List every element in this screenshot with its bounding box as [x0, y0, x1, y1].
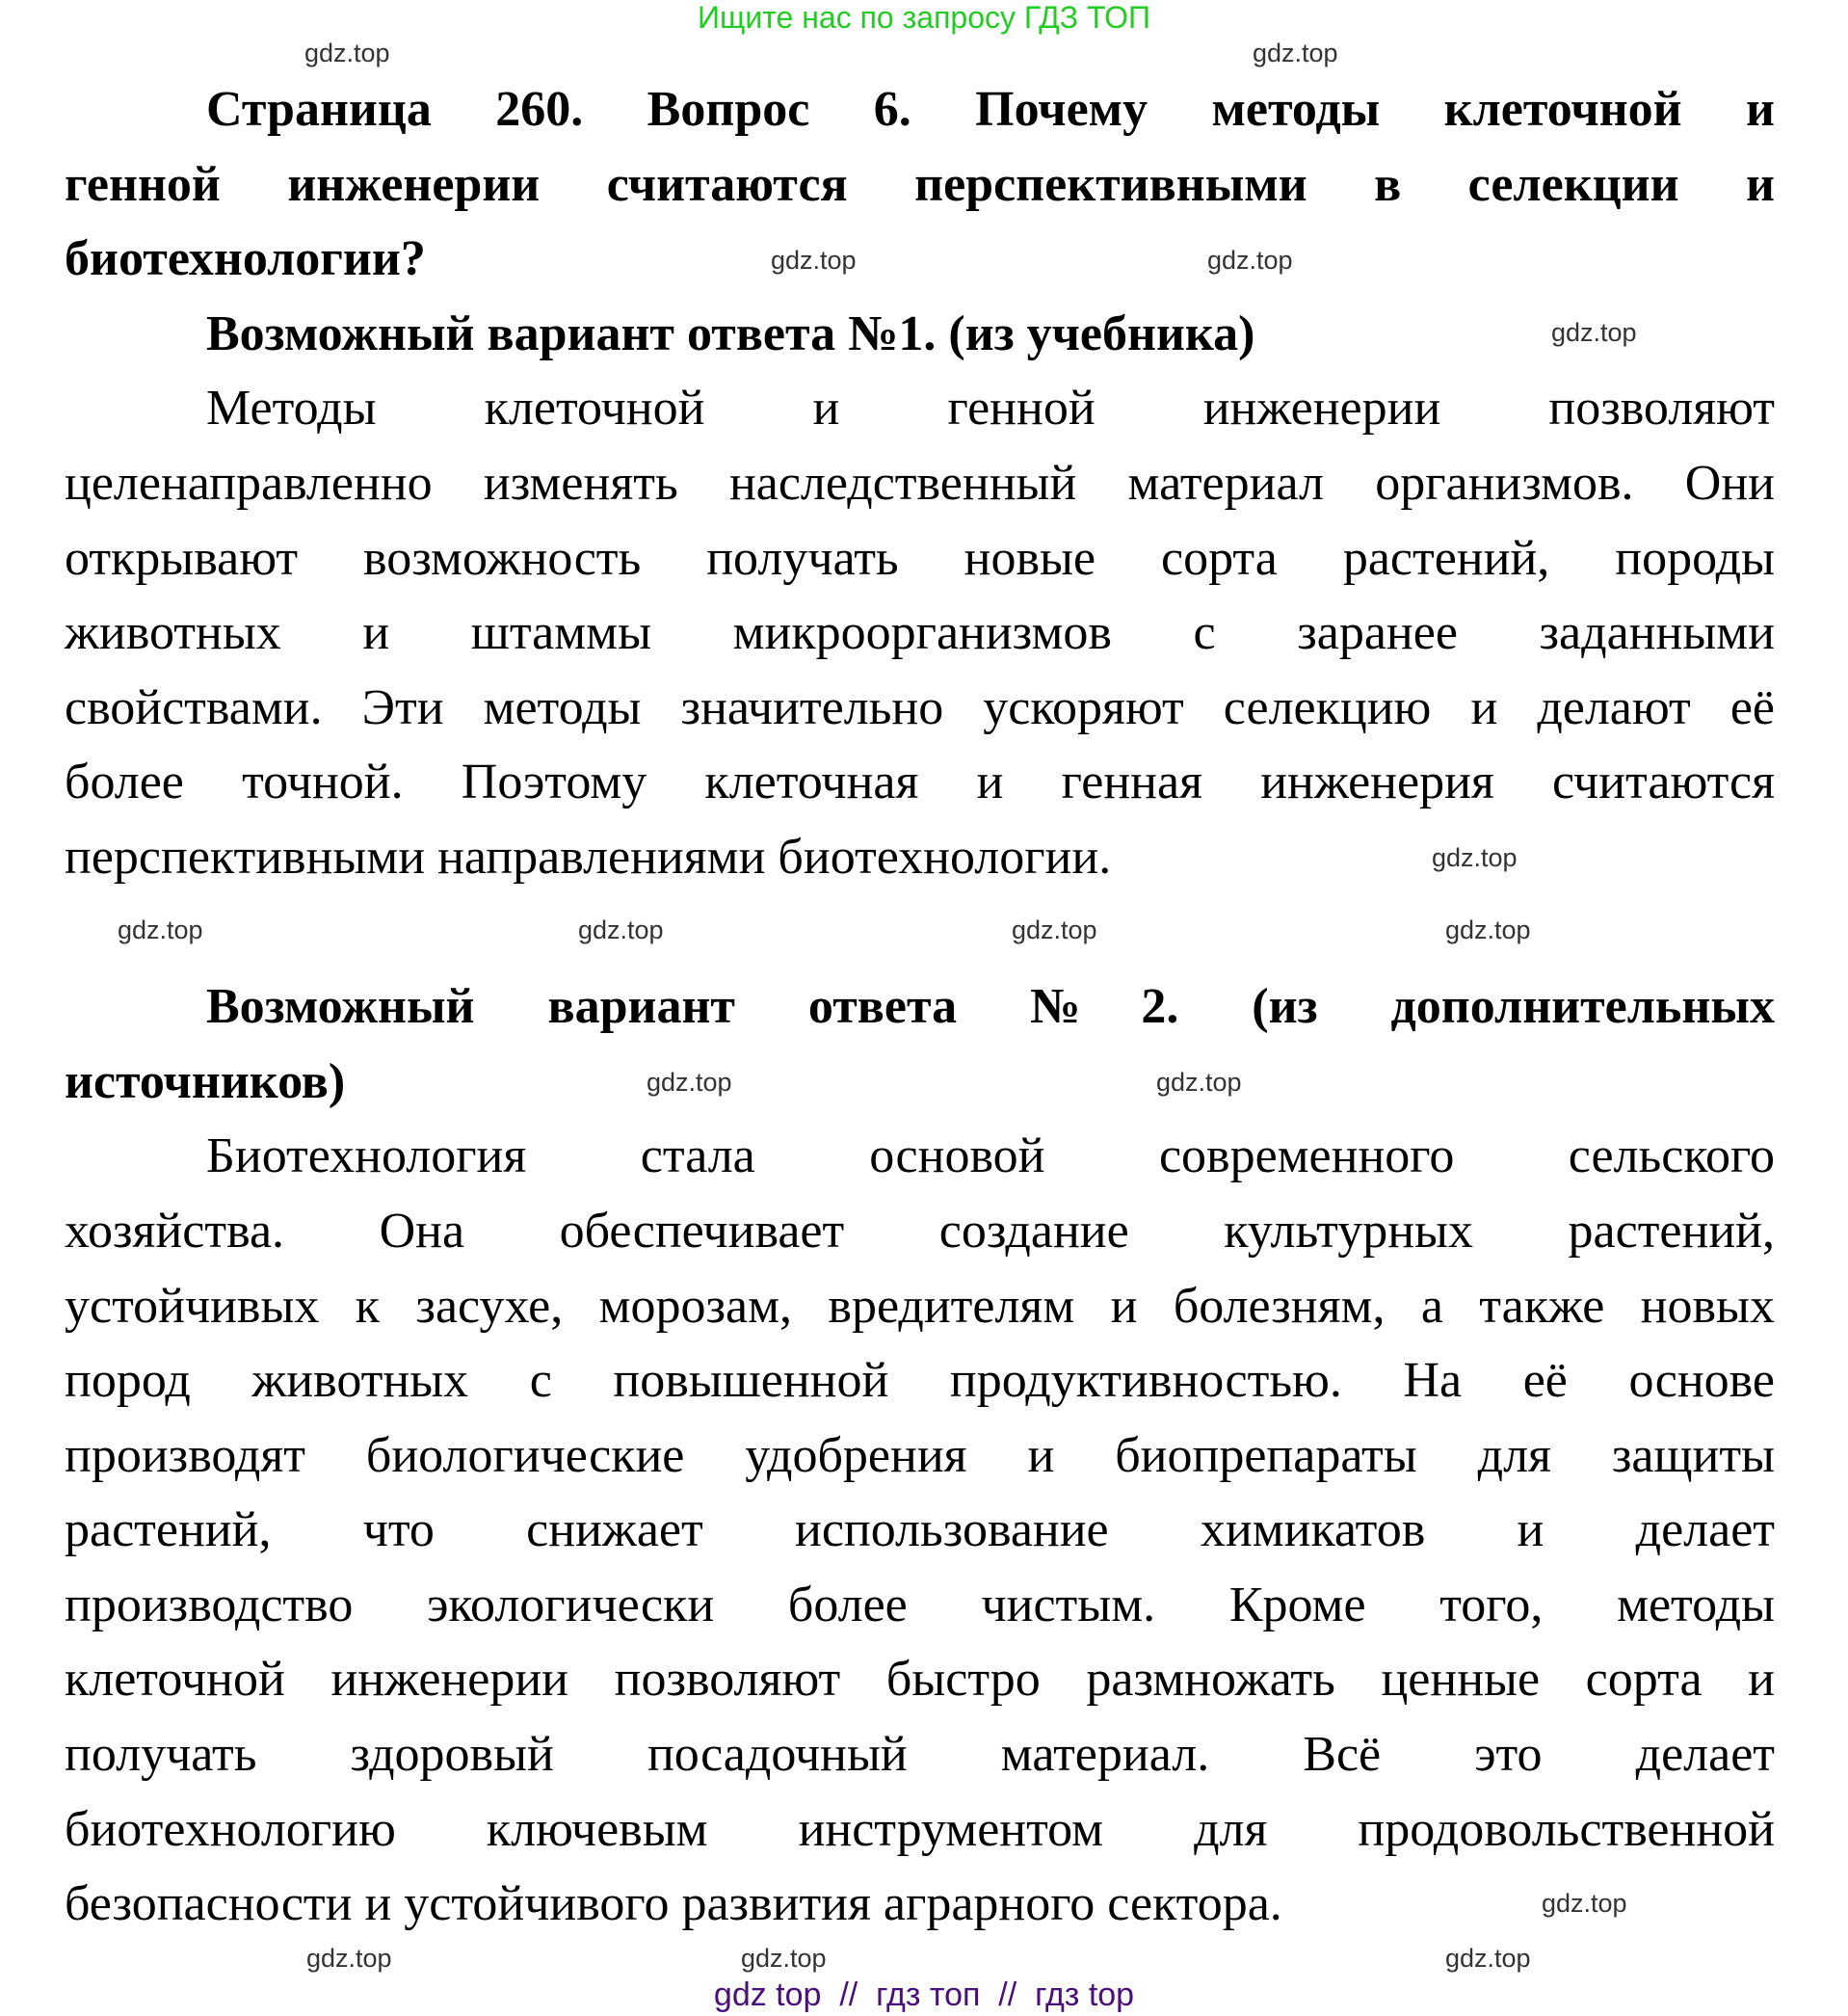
paragraph-block: [65, 1119, 1775, 1942]
paragraph-line: животных и штаммы микроорганизмов с заранее заданными: [65, 605, 1775, 661]
watermark: gdz.top: [304, 39, 390, 67]
paragraph-line: клеточной инженерии позволяют быстро размножать ценные сорта и: [65, 1652, 1775, 1708]
paragraph-line: открывают возможность получать новые сорта растений, породы: [65, 530, 1775, 586]
paragraph-line: биотехнологию ключевым инструментом для продовольственной: [65, 1801, 1775, 1857]
question-block: [65, 72, 1775, 297]
footer-links: gdz top // гдз топ // гдз top: [713, 1976, 1135, 2013]
watermark: gdz.top: [1156, 1068, 1242, 1097]
watermark: gdz.top: [647, 1068, 732, 1097]
paragraph-line: Методы клеточной и генной инженерии позволяют: [206, 381, 1775, 437]
paragraph-line: пород животных с повышенной продуктивностью. На её основе: [65, 1353, 1775, 1409]
paragraph-line: безопасности и устойчивого развития аграрного сектора.: [65, 1876, 1282, 1932]
question-line: Страница 260. Вопрос 6. Почему методы клеточной и: [206, 82, 1775, 137]
paragraph-line: растений, что снижает использование химикатов и делает: [65, 1502, 1775, 1558]
paragraph-line: более точной. Поэтому клеточная и генная инженерия считаются: [65, 755, 1775, 810]
paragraph-line: свойствами. Эти методы значительно ускоряют селекцию и делают её: [65, 679, 1775, 735]
heading-block: [65, 297, 1775, 372]
question-line: биотехнологии?: [65, 231, 426, 287]
watermark: gdz.top: [1542, 1889, 1627, 1918]
watermark: gdz.top: [771, 246, 857, 275]
watermark: gdz.top: [118, 915, 203, 944]
watermark: gdz.top: [1012, 915, 1097, 944]
watermark: gdz.top: [1445, 1944, 1531, 1973]
watermark: gdz.top: [1551, 318, 1637, 347]
paragraph-line: целенаправленно изменять наследственный материал организмов. Они: [65, 455, 1775, 511]
paragraph-line: хозяйства. Она обеспечивает создание культурных растений,: [65, 1203, 1775, 1259]
watermark: gdz.top: [1207, 246, 1293, 275]
heading-line: источников): [65, 1053, 346, 1109]
paragraph-block: [65, 371, 1775, 894]
heading-line: Возможный вариант ответа №1. (из учебника): [206, 305, 1255, 361]
paragraph-line: перспективными направлениями биотехнологии.: [65, 829, 1112, 885]
answer-document: [65, 72, 1775, 1942]
watermark: gdz.top: [1253, 39, 1338, 67]
watermark: gdz.top: [1445, 915, 1531, 944]
paragraph-line: Биотехнология стала основой современного сельского: [206, 1128, 1775, 1184]
search-banner: Ищите нас по запросу ГДЗ ТОП: [698, 0, 1150, 35]
watermark: gdz.top: [306, 1944, 392, 1973]
watermark: gdz.top: [578, 915, 664, 944]
watermark: gdz.top: [1432, 843, 1518, 872]
question-line: генной инженерии считаются перспективными в селекции и: [65, 156, 1775, 212]
paragraph-line: устойчивых к засухе, морозам, вредителям и болезням, а также новых: [65, 1278, 1775, 1334]
heading-block: [65, 969, 1775, 1119]
paragraph-line: производят биологические удобрения и биопрепараты для защиты: [65, 1427, 1775, 1483]
paragraph-line: производство экологически более чистым. Кроме того, методы: [65, 1577, 1775, 1632]
watermark: gdz.top: [741, 1944, 827, 1973]
paragraph-line: получать здоровый посадочный материал. Всё это делает: [65, 1727, 1775, 1783]
heading-line: Возможный вариант ответа №2. (из дополнительных: [206, 979, 1775, 1035]
